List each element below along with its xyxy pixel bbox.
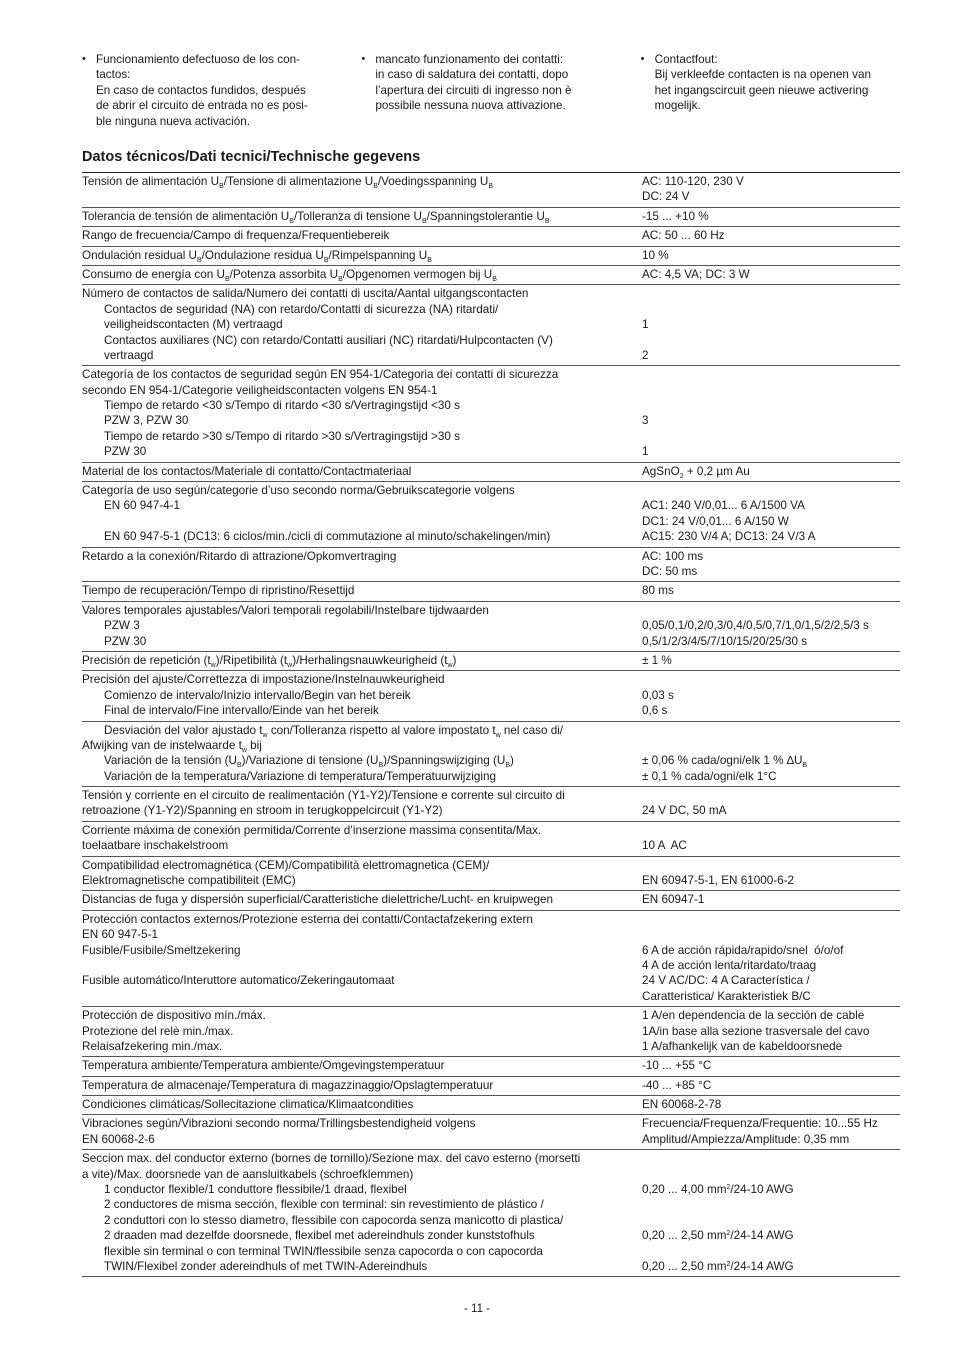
table-row — [82, 1007, 900, 1057]
spec-label — [82, 672, 642, 718]
spec-label-line: PZW 30 — [104, 634, 147, 648]
spec-value-line: 1 A/en dependencia de la sección de cable — [642, 1009, 865, 1023]
spec-value — [642, 672, 900, 718]
bullet-line: mogelijk. — [654, 99, 701, 113]
table-row — [82, 911, 900, 1007]
spec-value-line — [642, 302, 900, 317]
spec-label-line — [82, 989, 642, 1004]
spec-value-line: 0,20 ... 2,50 $mm^2/24-14$ AWG — [642, 1229, 794, 1243]
spec-value-line — [642, 912, 900, 927]
spec-label-line: toelaatbare inschakelstroom — [82, 839, 229, 853]
table-row — [82, 857, 900, 892]
table-row — [82, 1115, 900, 1150]
spec-label-line: veiligheidscontacten (M) vertraagd — [104, 318, 283, 332]
bullet-line: l’apertura dei circuiti di ingresso non è — [375, 83, 572, 97]
spec-value — [642, 1008, 900, 1054]
spec-value — [642, 228, 900, 243]
table-row — [82, 463, 900, 482]
spec-value-line: -10 ... +55 °C — [642, 1059, 712, 1073]
spec-value-line — [642, 1244, 900, 1259]
spec-label-line: Temperatura ambiente/Temperatura ambiente/Omgevingstemperatuur — [82, 1059, 445, 1073]
spec-label — [82, 174, 642, 205]
table-row — [82, 482, 900, 548]
bullet-text — [96, 52, 361, 129]
spec-label-line: Categoría de uso según/categorie d’uso secondo norma/Gebruikscategorie volgens — [82, 484, 515, 498]
table-row — [82, 1150, 900, 1277]
spec-label-line: vertraagd — [104, 348, 154, 362]
spec-label — [82, 248, 642, 263]
bullet-line: Bij verkleefde contacten is na openen van — [654, 68, 871, 82]
spec-label-line: Material de los contactos/Materiale di contatto/Contactmateriaal — [82, 464, 412, 478]
spec-value — [642, 1116, 900, 1147]
spec-label-line: Elektromagnetische compatibiliteit (EMC) — [82, 874, 296, 888]
spec-value — [642, 367, 900, 459]
bullet-spanish — [82, 52, 361, 129]
spec-value-line: 80 ms — [642, 584, 674, 598]
spec-label-line: EN 60 947-4-1 — [104, 499, 181, 513]
spec-label-line: Ondulación residual $U_B$/Ondulazione residua $U_B$/Rimpelspanning $U_B$ — [82, 248, 432, 264]
spec-value-line: AC: 100 ms — [642, 549, 704, 563]
table-row — [82, 891, 900, 910]
spec-value-line: Frecuencia/Frequenza/Frequentie: 10...55 Hz — [642, 1117, 878, 1131]
table-row — [82, 266, 900, 285]
spec-value-line: 2 — [642, 348, 649, 362]
spec-label-line: Protección de dispositivo mín./máx. — [82, 1009, 266, 1023]
spec-label-line: Tiempo de recuperación/Tempo di ripristino/Resettijd — [82, 584, 355, 598]
spec-label — [82, 892, 642, 907]
spec-value — [642, 549, 900, 580]
spec-value-line: EN 60068-2-78 — [642, 1098, 722, 1112]
bullet-line: Funcionamiento defectuoso de los con- — [96, 53, 301, 66]
spec-value-line: EN 60947-5-1, EN 61000-6-2 — [642, 874, 795, 888]
spec-value-line: 1 — [642, 318, 649, 332]
spec-value — [642, 892, 900, 907]
spec-label — [82, 1097, 642, 1112]
spec-label-line: PZW 3, PZW 30 — [104, 414, 189, 428]
spec-value — [642, 248, 900, 263]
spec-label-line: Protezione del relè min./max. — [82, 1024, 234, 1038]
spec-value-line — [642, 823, 900, 838]
bullet-line: in caso di saldatura dei contatti, dopo — [375, 68, 569, 82]
spec-label-line: EN 60 947-5-1 — [82, 928, 159, 942]
spec-label-line: PZW 3 — [104, 619, 140, 633]
spec-value-line: AgSnO$_2$ + 0,2 µm Au — [642, 464, 750, 480]
spec-value-line: 24 V AC/DC: 4 A Característica / — [642, 974, 810, 988]
technical-data-table — [82, 172, 900, 1277]
spec-value-line: 0,20 ... 2,50 $mm^2/24-14$ AWG — [642, 1260, 794, 1273]
spec-value-line: AC1: 240 V/0,01... 6 A/1500 VA — [642, 499, 805, 513]
spec-label-line: Tensión y corriente en el circuito de realimentación (Y1-Y2)/Tensione e corrente sul circuito di — [82, 789, 565, 803]
spec-label-line: a vite)/Max. doorsnede van de aansluitkabels (schroefklemmen) — [82, 1167, 414, 1181]
spec-value-line — [642, 1151, 900, 1166]
spec-label-line: Protección contactos externos/Protezione esterna dei contatti/Contactafzekering extern — [82, 912, 533, 926]
spec-value — [642, 1097, 900, 1112]
spec-value — [642, 483, 900, 545]
spec-value-line — [642, 1167, 900, 1182]
spec-label — [82, 1078, 642, 1093]
spec-label-line: Final de intervalo/Fine intervallo/Einde van het bereik — [104, 704, 379, 718]
spec-label-line — [82, 514, 642, 529]
spec-label-line: Vibraciones según/Vibrazioni secondo norma/Trillingsbestendigheid volgens — [82, 1117, 476, 1131]
spec-label-line: Retardo a la conexión/Ritardo di attrazione/Opkomvertraging — [82, 549, 397, 563]
spec-value-line — [642, 398, 900, 413]
spec-label-line: 2 draaden mad dezelfde doorsnede, flexibel met adereindhuls zonder kunststofhuls — [104, 1229, 535, 1243]
table-row — [82, 227, 900, 246]
bullet-line: mancato funzionamento dei contatti: — [375, 53, 564, 66]
spec-value-line — [642, 788, 900, 803]
table-row — [82, 671, 900, 721]
spec-value-line — [642, 1213, 900, 1228]
spec-value-line — [642, 858, 900, 873]
spec-value — [642, 912, 900, 1004]
spec-label — [82, 228, 642, 243]
instructions-columns — [82, 52, 902, 129]
spec-label — [82, 912, 642, 1004]
spec-label — [82, 1116, 642, 1147]
spec-value-line — [642, 333, 900, 348]
spec-value-line — [642, 723, 900, 738]
spec-label — [82, 1151, 642, 1274]
spec-label-line: Fusible automático/Interuttore automatico/Zekeringautomaat — [82, 974, 395, 988]
spec-value — [642, 603, 900, 649]
spec-label-line: Precisión de repetición $(t_w)$/Ripetibilità $(t_w)$/Herhalingsnauwkeurigheid $(t_w)$ — [82, 653, 457, 669]
spec-value-line: Amplitud/Ampiezza/Amplitude: 0,35 mm — [642, 1132, 850, 1146]
spec-value — [642, 858, 900, 889]
spec-value-line: 0,20 ... 4,00 $mm^2/24-10$ AWG — [642, 1183, 794, 1197]
spec-label-line: Número de contactos de salida/Numero dei contatti di uscita/Aantal uitgangscontacten — [82, 287, 529, 301]
spec-label-line: Categoría de los contactos de seguridad según EN 954-1/Categoria dei contatti di sicurezza — [82, 368, 559, 382]
spec-label-line: Tolerancia de tensión de alimentación $U_B$/Tolleranza di tensione $U_B$/Spanningstolerantie $U_B$ — [82, 209, 550, 225]
spec-value-line — [642, 483, 900, 498]
spec-value — [642, 286, 900, 363]
spec-value-line: DC: 24 V — [642, 190, 690, 204]
spec-label-line: secondo EN 954-1/Categorie veiligheidscontacten volgens EN 954-1 — [82, 383, 438, 397]
spec-label — [82, 583, 642, 598]
spec-value-line: DC: 50 ms — [642, 564, 698, 578]
spec-value-line: -15 ... +10 % — [642, 209, 709, 223]
spec-value-line — [642, 603, 900, 618]
table-row — [82, 1096, 900, 1115]
spec-label-line: flexible sin terminal o con terminal TWIN/flessibile senza capocorda o con capocorda — [104, 1244, 543, 1258]
spec-label-line: Seccion max. del conductor externo (bornes de tornillo)/Sezione max. del cavo esterno (morsetti — [82, 1152, 581, 1166]
spec-value — [642, 1078, 900, 1093]
page-number: - 11 - — [464, 1303, 490, 1315]
spec-value-line: AC: 4,5 VA; DC: 3 W — [642, 267, 750, 281]
spec-label-line: Afwijking van de instelwaarde $t_w$ bij — [82, 738, 262, 754]
spec-value — [642, 464, 900, 479]
spec-value — [642, 267, 900, 282]
spec-label-line: 2 conductores de misma sección, flexible con terminal: sin revestimiento de plástico / — [104, 1198, 544, 1212]
bullet-icon: • — [361, 53, 366, 65]
bullet-line: ble ninguna nueva activación. — [96, 114, 250, 128]
spec-value-line — [642, 927, 900, 942]
table-row — [82, 548, 900, 583]
spec-value-line: EN 60947-1 — [642, 893, 705, 907]
bullet-line: de abrir el circuito de entrada no es posi- — [96, 99, 308, 113]
spec-label-line: EN 60 947-5-1 (DC13: 6 ciclos/min./cicli di commutazione al minuto/schakelingen/min) — [104, 530, 551, 544]
spec-value — [642, 209, 900, 224]
spec-label — [82, 483, 642, 545]
spec-value-line — [642, 1197, 900, 1212]
spec-value-line: 0,5/1/2/3/4/5/7/10/15/20/25/30 s — [642, 634, 808, 648]
spec-label-line: Condiciones climáticas/Sollecitazione climatica/Klimaatcondities — [82, 1098, 414, 1112]
spec-value-line: AC15: 230 V/4 A; DC13: 24 V/3 A — [642, 530, 816, 544]
spec-value-line: ± 0,1 % cada/ogni/elk 1°C — [642, 769, 777, 783]
spec-value-line: 10 A AC — [642, 839, 687, 853]
spec-label — [82, 603, 642, 649]
spec-label-line: Fusible/Fusibile/Smeltzekering — [82, 943, 241, 957]
bullet-dutch — [641, 52, 902, 129]
spec-label-line: Consumo de energía con $U_B$/Potenza assorbita $U_B$/Opgenomen vermogen bij $U_B$ — [82, 267, 497, 283]
spec-value — [642, 174, 900, 205]
spec-label-line — [82, 958, 642, 973]
spec-value-line: 0,6 s — [642, 704, 668, 718]
spec-label-line: Distancias de fuga y dispersión superficial/Caratteristiche dielettriche/Lucht- en kruipwegen — [82, 893, 553, 907]
spec-value-line — [642, 367, 900, 382]
spec-value-line — [642, 672, 900, 687]
table-row — [82, 285, 900, 366]
spec-value-line: ± 1 % — [642, 653, 672, 667]
table-row — [82, 247, 900, 266]
spec-label — [82, 788, 642, 819]
spec-value-line: DC1: 24 V/0,01... 6 A/150 W — [642, 514, 789, 528]
bullet-line: En caso de contactos fundidos, después — [96, 83, 306, 97]
spec-value-line — [642, 383, 900, 398]
spec-label-line: Contactos auxiliares (NC) con retardo/Contatti ausiliari (NC) ritardati/Hulpcontacten (V) — [104, 333, 553, 347]
table-row — [82, 602, 900, 652]
table-row — [82, 722, 900, 788]
section-heading: Datos técnicos/Dati tecnici/Technische gegevens — [82, 149, 421, 165]
spec-value-line: 1 — [642, 445, 649, 459]
spec-label-line: Temperatura de almacenaje/Temperatura di magazzinaggio/Opslagtemperatuur — [82, 1078, 494, 1092]
bullet-line: tactos: — [96, 68, 131, 82]
spec-value-line — [642, 429, 900, 444]
spec-label-line: Comienzo de intervalo/Inizio intervallo/Begin van het bereik — [104, 688, 411, 702]
spec-value-line: 3 — [642, 414, 649, 428]
bullet-icon: • — [640, 53, 645, 65]
spec-value — [642, 1058, 900, 1073]
spec-label — [82, 858, 642, 889]
spec-label-line: Contactos de seguridad (NA) con retardo/Contatti di sicurezza (NA) ritardati/ — [104, 302, 499, 316]
spec-value — [642, 788, 900, 819]
spec-label-line: PZW 30 — [104, 445, 147, 459]
spec-value-line: 4 A de acción lenta/ritardato/traag — [642, 958, 817, 972]
spec-label-line: Precisión del ajuste/Correttezza di impostazione/Instelnauwkeurigheid — [82, 673, 445, 687]
spec-value-line: AC: 110-120, 230 V — [642, 175, 744, 188]
bullet-line: het ingangscircuit geen nieuwe activering — [654, 83, 869, 97]
spec-label — [82, 464, 642, 479]
spec-label-line: 2 conduttori con lo stesso diametro, flessibile con capocorda senza manicotto di plastica/ — [104, 1213, 564, 1227]
spec-label — [82, 1058, 642, 1073]
bullet-italian — [361, 52, 640, 129]
table-row — [82, 1057, 900, 1076]
spec-value-line — [642, 738, 900, 753]
spec-label-line: Compatibilidad electromagnética (CEM)/Compatibilità elettromagnetica (CEM)/ — [82, 858, 490, 872]
spec-value-line: 10 % — [642, 248, 669, 262]
spec-label — [82, 286, 642, 363]
spec-value-line: Caratteristica/ Karakteristiek B/C — [642, 989, 811, 1003]
spec-label-line: retroazione (Y1-Y2)/Spanning en stroom in terugkoppelcircuit (Y1-Y2) — [82, 804, 443, 818]
spec-value-line: 0,03 s — [642, 688, 674, 702]
spec-value-line — [642, 286, 900, 301]
spec-value-line: 1 A/afhankelijk van de kabeldoorsnede — [642, 1039, 843, 1053]
spec-value — [642, 823, 900, 854]
spec-label-line: Relaisafzekering min./max. — [82, 1039, 223, 1053]
spec-value — [642, 583, 900, 598]
bullet-text — [375, 52, 640, 114]
spec-label-line: Desviación del valor ajustado $t_w$ con/Tolleranza rispetto al valore impostato $t_w$ nel caso di/ — [104, 723, 564, 739]
spec-label — [82, 653, 642, 668]
spec-label-line: Variación de la tensión $(U_B)$/Variazione di tensione $(U_B)$/Spanningswijziging $(U_B)$ — [104, 754, 514, 770]
table-row — [82, 652, 900, 671]
table-row — [82, 208, 900, 227]
table-row — [82, 787, 900, 822]
spec-label-line: Rango de frecuencia/Campo di frequenza/Frequentiebereik — [82, 229, 390, 243]
spec-label-line: TWIN/Flexibel zonder adereindhuls of met TWIN-Adereindhuls — [104, 1260, 428, 1273]
spec-label — [82, 549, 642, 580]
spec-label-line: Corriente máxima de conexión permitida/Corrente d’inserzione massima consentita/Max. — [82, 823, 542, 837]
spec-value-line: 24 V DC, 50 mA — [642, 804, 727, 818]
spec-value — [642, 653, 900, 668]
spec-value-line: 6 A de acción rápida/rapido/snel ó/o/of — [642, 943, 844, 957]
table-row — [82, 1077, 900, 1096]
spec-value-line: 1A/in base alla sezione trasversale del cavo — [642, 1024, 870, 1038]
spec-value — [642, 1151, 900, 1274]
spec-value-line: ± 0,06 % cada/ogni/elk 1 % $\Delta U_B$ — [642, 754, 808, 770]
spec-label-line: 1 conductor flexible/1 conduttore flessibile/1 draad, flexibel — [104, 1183, 407, 1197]
table-row — [82, 822, 900, 857]
spec-value-line: 0,05/0,1/0,2/0,3/0,4/0,5/0,7/1,0/1,5/2/2,5/3 s — [642, 619, 869, 633]
spec-value-line: -40 ... +85 °C — [642, 1078, 712, 1092]
spec-label-line: Tiempo de retardo >30 s/Tempo di ritardo >30 s/Vertragingstijd >30 s — [104, 429, 460, 443]
spec-label-line: Tensión de alimentación $U_B$/Tensione di alimentazione $U_B$/Voedingsspanning $U_B$ — [82, 175, 494, 190]
spec-label — [82, 723, 642, 785]
table-row — [82, 173, 900, 208]
spec-label-line: Variación de la temperatura/Variazione di temperatura/Temperatuurwijziging — [104, 769, 496, 783]
spec-label — [82, 209, 642, 224]
bullet-icon: • — [82, 53, 86, 65]
spec-label-line: Valores temporales ajustables/Valori temporali regolabili/Instelbare tijdwaarden — [82, 603, 489, 617]
spec-label — [82, 823, 642, 854]
bullet-line: possibile nessuna nuova attivazione. — [375, 99, 566, 113]
spec-label-line: Tiempo de retardo <30 s/Tempo di ritardo <30 s/Vertragingstijd <30 s — [104, 399, 460, 413]
spec-label — [82, 1008, 642, 1054]
bullet-line: Contactfout: — [654, 53, 718, 66]
bullet-text — [655, 52, 902, 114]
table-row — [82, 582, 900, 601]
spec-label-line: EN 60068-2-6 — [82, 1132, 155, 1146]
table-row — [82, 366, 900, 462]
spec-label — [82, 367, 642, 459]
spec-value — [642, 723, 900, 785]
spec-label — [82, 267, 642, 282]
spec-value-line: AC: 50 ... 60 Hz — [642, 229, 725, 243]
